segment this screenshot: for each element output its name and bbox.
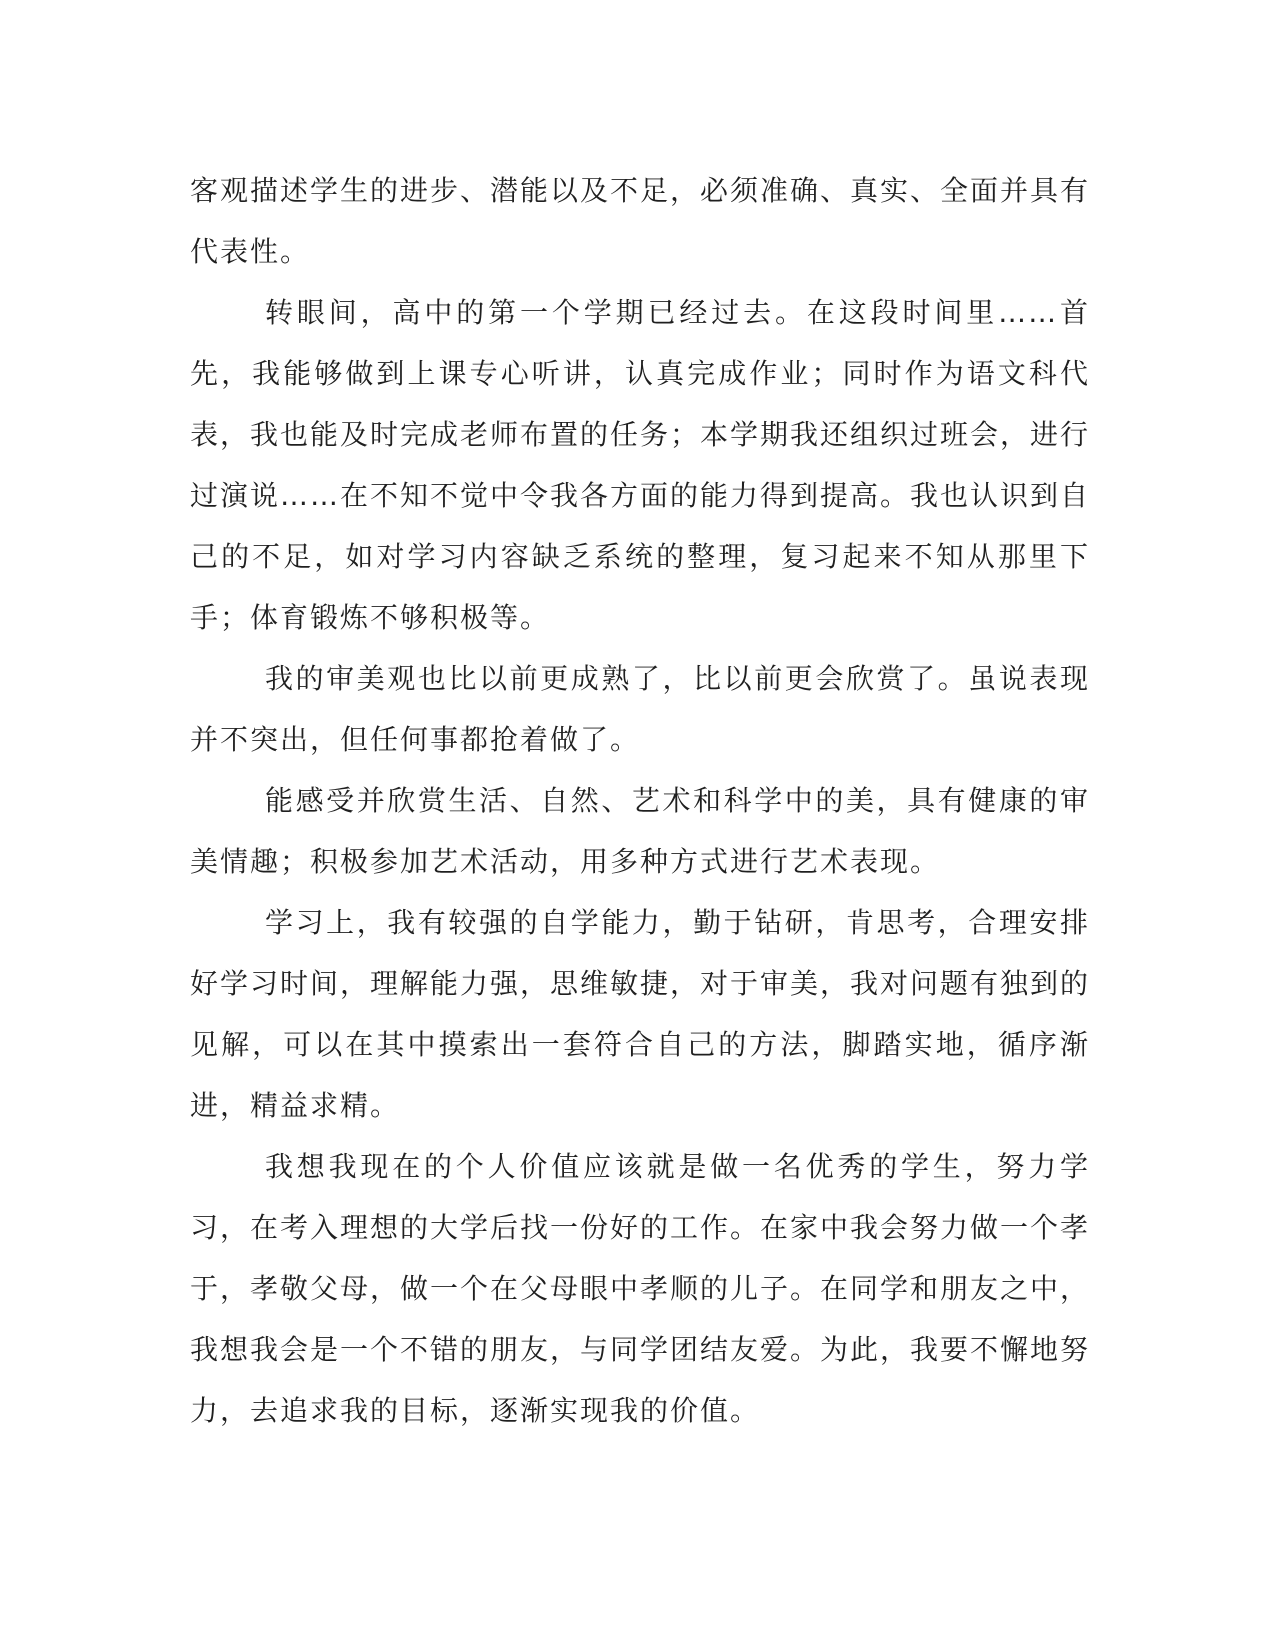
paragraph-6: 我想我现在的个人价值应该就是做一名优秀的学生，努力学习，在考入理想的大学后找一份好的工作。在家中我会努力做一个孝于，孝敬父母，做一个在父母眼中孝顺的儿子。在同学和朋友之中，我想我会是一个不错的朋友，与同学团结友爱。为此，我要不懈地努力，去追求我的目标，逐渐实现我的价值。 [190,1150,1091,1427]
paragraph-4: 能感受并欣赏生活、自然、艺术和科学中的美，具有健康的审美情趣；积极参加艺术活动，用多种方式进行艺术表现。 [190,784,1090,878]
paragraph-2: 转眼间，高中的第一个学期已经过去。在这段时间里……首先，我能够做到上课专心听讲，认真完成作业；同时作为语文科代表，我也能及时完成老师布置的任务；本学期我还组织过班会，进行过演说……在不知不觉中令我各方面的能力得到提高。我也认识到自己的不足，如对学习内容缺乏系统的整理，复习起来不知从那里下手；体育锻炼不够积极等。 [190,296,1091,634]
paragraph-3: 我的审美观也比以前更成熟了，比以前更会欣赏了。虽说表现并不突出，但任何事都抢着做了。 [190,662,1090,756]
paragraph-5: 学习上，我有较强的自学能力，勤于钻研，肯思考，合理安排好学习时间，理解能力强，思维敏捷，对于审美，我对问题有独到的见解，可以在其中摸索出一套符合自己的方法，脚踏实地，循序渐进，精益求精。 [190,906,1091,1122]
document-body [190,160,1090,1441]
paragraph-1: 客观描述学生的进步、潜能以及不足，必须准确、真实、全面并具有代表性。 [190,174,1091,268]
